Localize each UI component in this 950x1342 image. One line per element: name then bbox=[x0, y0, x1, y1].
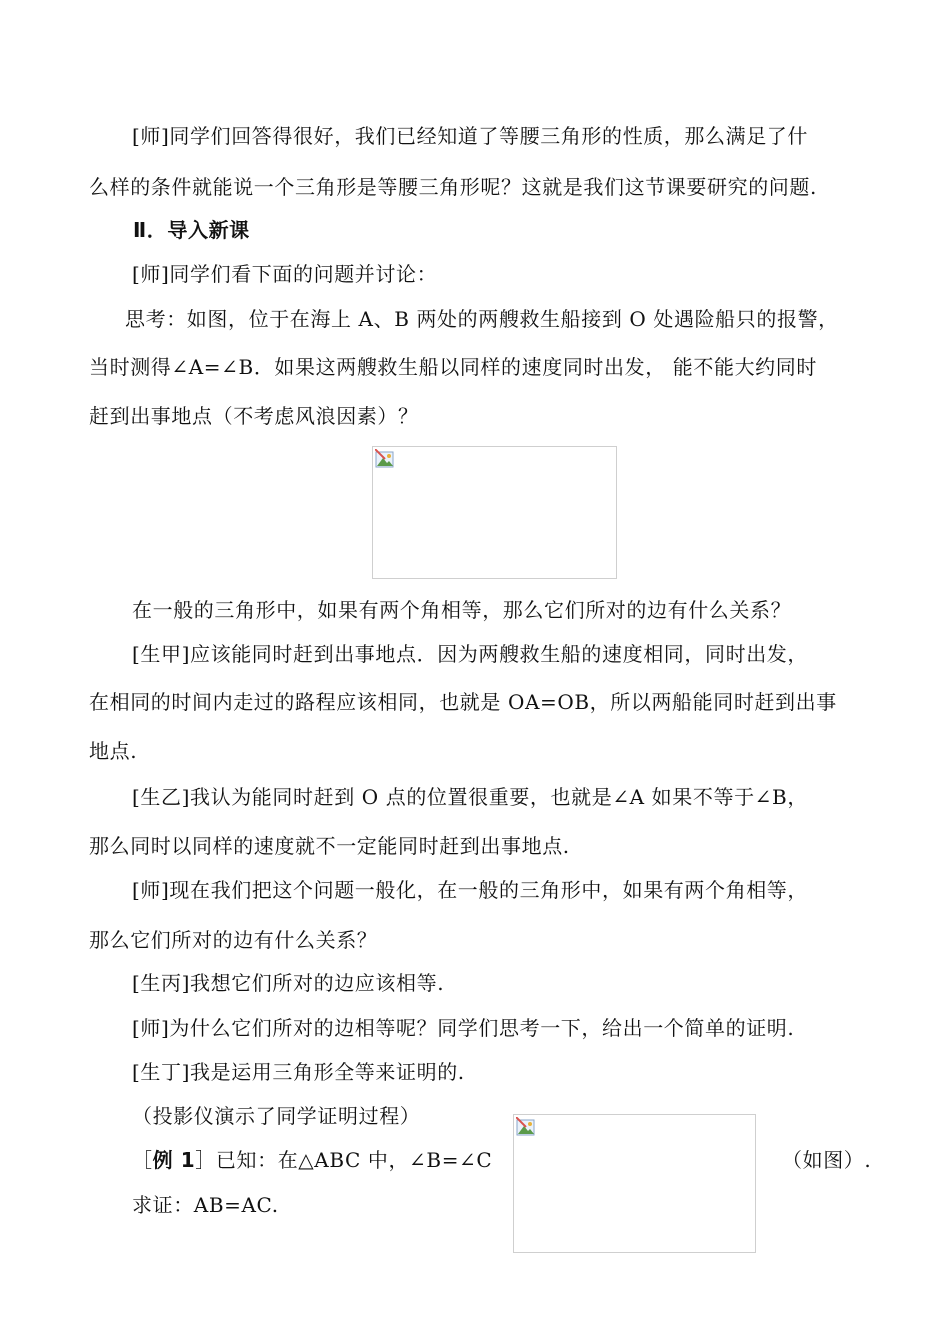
example-text: ］已知：在△ABC 中，∠B=∠C bbox=[195, 1148, 493, 1172]
teacher-why: [师]为什么它们所对的边相等呢？同学们思考一下，给出一个简单的证明. bbox=[132, 1016, 795, 1040]
section-heading: Ⅱ．导入新课 bbox=[133, 218, 250, 242]
think-question-line3: 赶到出事地点（不考虑风浪因素）？ bbox=[89, 404, 419, 428]
example-label: 例 1 bbox=[152, 1148, 196, 1172]
figure-ships-placeholder bbox=[372, 446, 617, 579]
figure-triangle-placeholder bbox=[513, 1114, 756, 1253]
student-yi-line1: [生乙]我认为能同时赶到 O 点的位置很重要，也就是∠A 如果不等于∠B， bbox=[132, 785, 808, 809]
teacher-generalize-line1: [师]现在我们把这个问题一般化，在一般的三角形中，如果有两个角相等， bbox=[132, 878, 809, 902]
broken-image-icon bbox=[375, 449, 395, 469]
think-question-line1: 思考：如图，位于在海上 A、B 两处的两艘救生船接到 O 处遇险船只的报警， bbox=[125, 307, 839, 331]
example-figure-ref: （如图）. bbox=[782, 1148, 872, 1172]
think-question-line2: 当时测得∠A=∠B．如果这两艘救生船以同样的速度同时出发， 能不能大约同时 bbox=[89, 355, 817, 379]
question-general-triangle: 在一般的三角形中，如果有两个角相等，那么它们所对的边有什么关系？ bbox=[132, 598, 792, 622]
student-ding: [生丁]我是运用三角形全等来证明的. bbox=[132, 1060, 465, 1084]
broken-image-icon bbox=[516, 1117, 536, 1137]
student-yi-line2: 那么同时以同样的速度就不一定能同时赶到出事地点. bbox=[89, 834, 570, 858]
paragraph-intro-line1: [师]同学们回答得很好，我们已经知道了等腰三角形的性质，那么满足了什 bbox=[132, 124, 809, 148]
example-bracket-open: ［ bbox=[132, 1148, 153, 1172]
prove-statement: 求证：AB=AC. bbox=[132, 1193, 279, 1217]
paragraph-intro-line2: 么样的条件就能说一个三角形是等腰三角形呢？这就是我们这节课要研究的问题. bbox=[89, 175, 817, 199]
teacher-generalize-line2: 那么它们所对的边有什么关系？ bbox=[89, 928, 378, 952]
student-jia-line1: [生甲]应该能同时赶到出事地点．因为两艘救生船的速度相同，同时出发， bbox=[132, 642, 809, 666]
projector-note: （投影仪演示了同学证明过程） bbox=[132, 1104, 421, 1128]
student-jia-line2: 在相同的时间内走过的路程应该相同，也就是 OA=OB，所以两船能同时赶到出事 bbox=[89, 690, 837, 714]
paragraph-teacher-prompt: [师]同学们看下面的问题并讨论： bbox=[132, 262, 438, 286]
student-jia-line3: 地点. bbox=[89, 739, 138, 763]
example-1-statement bbox=[132, 1146, 492, 1174]
student-bing: [生丙]我想它们所对的边应该相等. bbox=[132, 971, 445, 995]
